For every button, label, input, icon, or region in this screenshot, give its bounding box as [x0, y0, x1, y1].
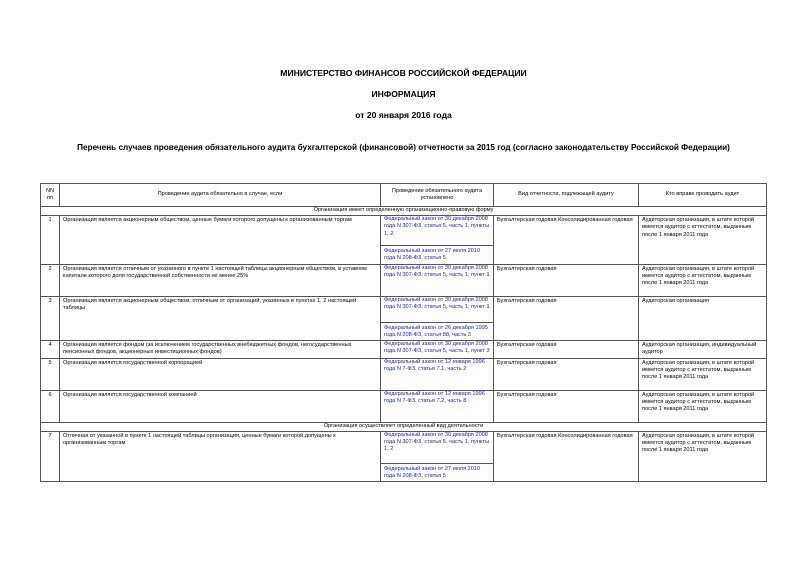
row-condition: Организация является государственной компанией — [60, 390, 381, 422]
column-header-law: Проведение обязательного аудита установлено — [381, 184, 494, 207]
row-laws — [381, 216, 494, 265]
section-title: Организация осуществляет определенный вид деятельности — [41, 422, 767, 431]
ministry-title: МИНИСТЕРСТВО ФИНАНСОВ РОССИЙСКОЙ ФЕДЕРАЦИИ — [280, 68, 527, 78]
table-header-row — [41, 184, 767, 207]
law-link[interactable]: Федеральный закон от 27 июля 2010 года N 208-ФЗ, статья 5 — [381, 246, 493, 264]
table-row — [41, 358, 767, 390]
row-condition: Организация является государственной корпорацией — [60, 358, 381, 390]
table-row — [41, 341, 767, 359]
row-auditor: Аудиторская организация, индивидуальный аудитор — [639, 341, 767, 359]
law-link[interactable]: Федеральный закон от 30 декабря 2008 года N 307-ФЗ, статья 5, часть 1, пункт 1 — [384, 264, 490, 278]
row-number: 1 — [41, 216, 60, 265]
row-auditor: Аудиторская организация, в штате которой имеется аудитор с аттестатом, выданным после 1 января 2011 года — [639, 431, 767, 482]
audit-cases-table — [40, 183, 767, 482]
row-auditor: Аудиторская организация — [639, 296, 767, 341]
law-link[interactable]: Федеральный закон от 12 января 1996 года N 7-ФЗ, статья 7.1, часть 2 — [384, 358, 485, 373]
table-row — [41, 296, 767, 341]
row-report-type: Бухгалтерская годовая — [494, 264, 639, 296]
table-row — [41, 264, 767, 296]
row-laws — [381, 296, 494, 341]
section-title: Организация имеет определенную организационно-правовую форму — [41, 207, 767, 216]
row-report-type: Бухгалтерская годовая — [494, 341, 639, 359]
row-condition: Организация является акционерным обществом, ценные бумаги которого допущены к организованным торгам — [60, 216, 381, 265]
row-condition: Организация является отличным от указанного в пункте 1 настоящей таблицы акционерным обществом, в уставном капитале которого доля государственной собственности не менее 25% — [60, 264, 381, 296]
table-row — [41, 431, 767, 482]
row-number: 5 — [41, 358, 60, 390]
column-header-report-type: Вид отчетности, подлежащей аудиту — [494, 184, 639, 207]
row-number: 6 — [41, 390, 60, 422]
column-header-number: NN пп — [41, 184, 60, 207]
row-laws — [381, 390, 494, 422]
row-auditor: Аудиторская организация, в штате которой имеется аудитор с аттестатом, выданным после 1 января 2011 года — [639, 390, 767, 422]
row-number: 2 — [41, 264, 60, 296]
column-header-auditor: Кто вправе проводить аудит — [639, 184, 767, 207]
row-report-type: Бухгалтерская годовая — [494, 358, 639, 390]
row-auditor: Аудиторская организация, в штате которой имеется аудитор с аттестатом, выданным после 1 января 2011 года — [639, 358, 767, 390]
law-link[interactable]: Федеральный закон от 30 декабря 2008 года N 307-ФЗ, статья 5, часть 1, пункт 3 — [384, 341, 490, 355]
row-condition: Организация является акционерным обществом, отличным от организаций, указанных в пунктах 1, 2 настоящей таблицы — [60, 296, 381, 341]
row-report-type: Бухгалтерская годовая Консолидированная годовая — [494, 216, 639, 265]
row-condition: Организация является фондом (за исключением государственных внебюджетных фондов, негосударственных пенсионных фондов, акционерных инвестиционных фондов) — [60, 341, 381, 359]
document-type: ИНФОРМАЦИЯ — [371, 89, 436, 99]
row-number: 4 — [41, 341, 60, 359]
row-report-type: Бухгалтерская годовая — [494, 390, 639, 422]
section-row — [41, 207, 767, 216]
table-row — [41, 216, 767, 265]
row-number: 7 — [41, 431, 60, 482]
row-auditor: Аудиторская организация, в штате которой имеется аудитор с аттестатом, выданным после 1 января 2011 года — [639, 216, 767, 265]
row-laws — [381, 358, 494, 390]
law-link[interactable]: Федеральный закон от 30 декабря 2008 года N 307-ФЗ, статья 5, часть 1, пункты 1, 2 — [384, 431, 490, 453]
row-report-type: Бухгалтерская годовая — [494, 296, 639, 341]
document-date: от 20 января 2016 года — [355, 110, 452, 120]
law-link[interactable]: Федеральный закон от 30 декабря 2008 года N 307-ФЗ, статья 5, часть 1, пункт 1 — [384, 296, 490, 310]
row-laws — [381, 341, 494, 359]
law-link[interactable]: Федеральный закон от 30 декабря 2008 года N 307-ФЗ, статья 5, часть 1, пункты 1, 2 — [384, 216, 490, 237]
row-laws — [381, 264, 494, 296]
column-header-condition: Проведение аудита обязательно в случае, если — [60, 184, 381, 207]
document-subject: Перечень случаев проведения обязательного аудита бухгалтерской (финансовой) отчетности за 2015 год (согласно законодательству Российской Федерации) — [77, 143, 730, 152]
section-row — [41, 422, 767, 431]
row-report-type: Бухгалтерская годовая Консолидированная годовая — [494, 431, 639, 482]
table-row — [41, 390, 767, 422]
row-condition: Отличная от указанной в пункте 1 настоящей таблицы организация, ценные бумаги которой допущены к организованным торгам — [60, 431, 381, 482]
row-auditor: Аудиторская организация, в штате которой имеется аудитор с аттестатом, выданным после 1 января 2011 года — [639, 264, 767, 296]
law-link[interactable]: Федеральный закон от 12 января 1996 года N 7-ФЗ, статья 7.2, часть 8 — [384, 390, 485, 405]
law-link[interactable]: Федеральный закон от 27 июля 2010 года N 208-ФЗ, статья 5 — [381, 463, 493, 481]
row-laws — [381, 431, 494, 482]
law-link[interactable]: Федеральный закон от 26 декабря 1995 года N 208-ФЗ, статья 88, часть 3 — [381, 322, 493, 340]
row-number: 3 — [41, 296, 60, 341]
